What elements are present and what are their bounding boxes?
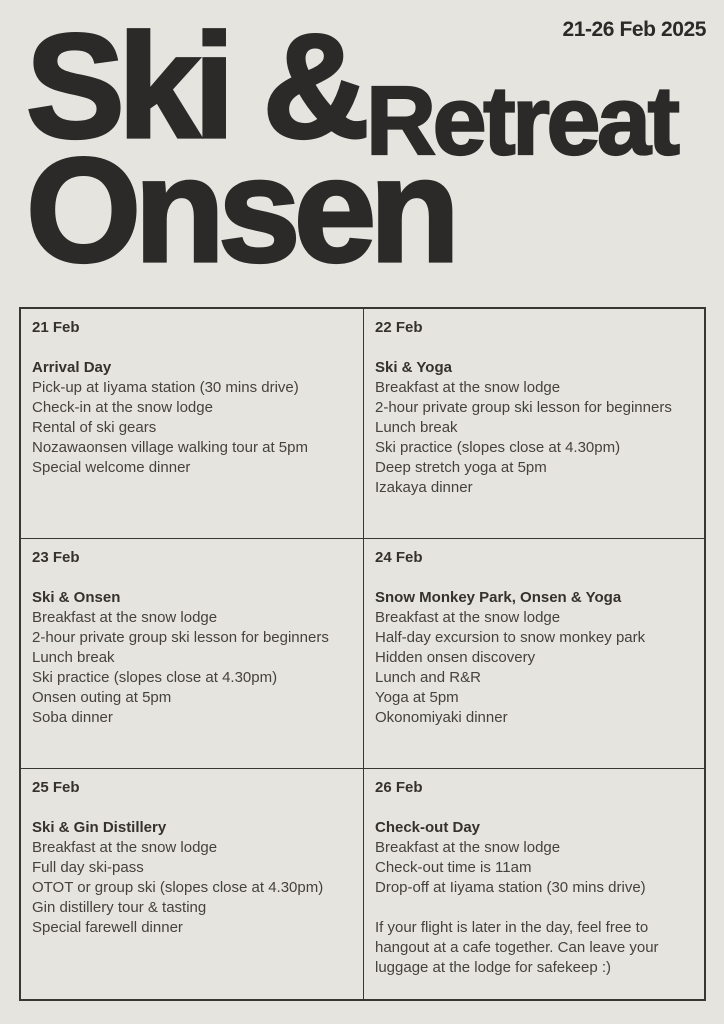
day-item: Breakfast at the snow lodge — [375, 839, 561, 856]
day-item: Okonomiyaki dinner — [375, 709, 508, 726]
day-item: Breakfast at the snow lodge — [32, 609, 218, 626]
day-item: Breakfast at the snow lodge — [375, 379, 561, 396]
day-item: 2-hour private group ski lesson for beginners — [375, 399, 672, 416]
day-item: Rental of ski gears — [32, 419, 157, 436]
day-cell-24-feb — [364, 539, 704, 769]
event-date-range: 21-26 Feb 2025 — [562, 18, 706, 41]
day-cell-25-feb — [21, 769, 364, 999]
day-item: Special welcome dinner — [32, 459, 191, 476]
day-item: Lunch break — [375, 419, 458, 436]
day-item: Gin distillery tour & tasting — [32, 899, 207, 916]
day-item: Lunch and R&R — [375, 669, 481, 686]
day-title: Ski & Onsen — [32, 589, 121, 606]
day-item: Deep stretch yoga at 5pm — [375, 459, 547, 476]
day-item: OTOT or group ski (slopes close at 4.30pm) — [32, 879, 324, 896]
day-title: Arrival Day — [32, 359, 112, 376]
day-date: 22 Feb — [375, 319, 423, 336]
day-date: 26 Feb — [375, 779, 423, 796]
day-item: Drop-off at Iiyama station (30 mins drive) — [375, 879, 646, 896]
day-item: Hidden onsen discovery — [375, 649, 536, 666]
day-item: Check-in at the snow lodge — [32, 399, 213, 416]
itinerary-table — [19, 307, 706, 1001]
day-item: Soba dinner — [32, 709, 113, 726]
poster-title-onsen: Onsen — [26, 128, 454, 293]
poster-title-ski: Ski & — [26, 4, 363, 169]
day-item: Nozawaonsen village walking tour at 5pm — [32, 439, 308, 456]
day-item: Onsen outing at 5pm — [32, 689, 172, 706]
day-item: Half-day excursion to snow monkey park — [375, 629, 646, 646]
day-date: 23 Feb — [32, 549, 80, 566]
day-note: If your flight is later in the day, feel free to hangout at a cafe together. Can leave your luggage at the lodge for safekeep :) — [375, 919, 659, 976]
day-item: 2-hour private group ski lesson for beginners — [32, 629, 329, 646]
day-title: Ski & Yoga — [375, 359, 452, 376]
day-item: Breakfast at the snow lodge — [32, 839, 218, 856]
day-cell-26-feb — [364, 769, 704, 999]
day-item: Izakaya dinner — [375, 479, 473, 496]
day-item: Pick-up at Iiyama station (30 mins drive) — [32, 379, 299, 396]
day-cell-22-feb — [364, 309, 704, 539]
day-item: Check-out time is 11am — [375, 859, 532, 876]
day-title: Check-out Day — [375, 819, 481, 836]
day-item: Yoga at 5pm — [375, 689, 459, 706]
day-item: Ski practice (slopes close at 4.30pm) — [32, 669, 278, 686]
day-title: Ski & Gin Distillery — [32, 819, 167, 836]
day-item: Special farewell dinner — [32, 919, 183, 936]
day-item: Breakfast at the snow lodge — [375, 609, 561, 626]
day-date: 21 Feb — [32, 319, 80, 336]
day-title: Snow Monkey Park, Onsen & Yoga — [375, 589, 622, 606]
day-cell-21-feb — [21, 309, 364, 539]
day-date: 24 Feb — [375, 549, 423, 566]
poster-title-retreat: Retreat — [366, 66, 677, 175]
day-item: Ski practice (slopes close at 4.30pm) — [375, 439, 621, 456]
day-date: 25 Feb — [32, 779, 80, 796]
day-item: Full day ski-pass — [32, 859, 144, 876]
day-item: Lunch break — [32, 649, 115, 666]
day-cell-23-feb — [21, 539, 364, 769]
